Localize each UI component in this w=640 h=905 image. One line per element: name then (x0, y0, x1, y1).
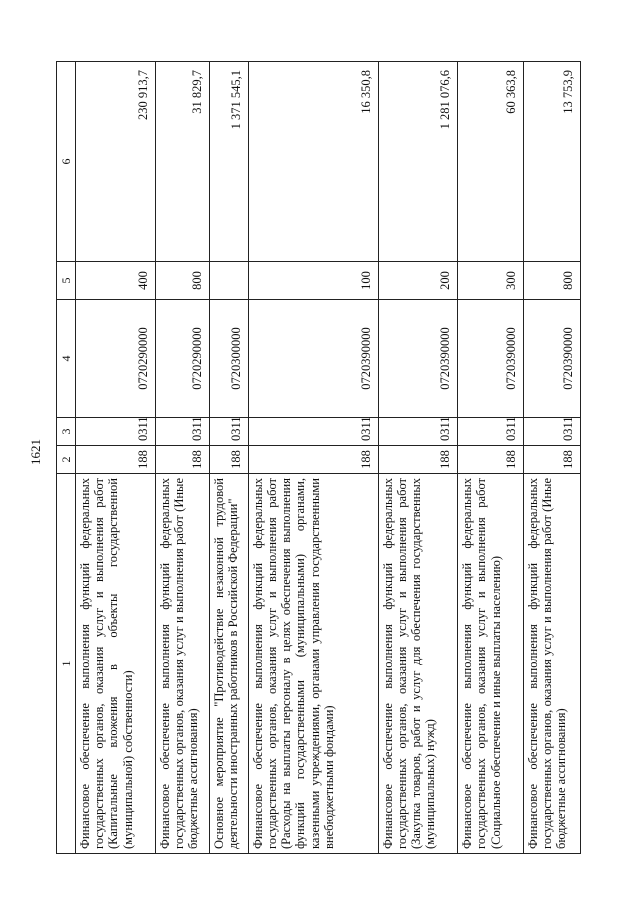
row-description: Финансовое обеспечение выполнения функций федеральных государственных органов, оказания услуг и выполнения работ (Иные бюджетные ассигнования) (155, 474, 210, 854)
column-header: 1 (57, 474, 76, 854)
row-expense-type (210, 262, 249, 300)
row-ministry-code: 188 (76, 446, 156, 474)
row-description: Финансовое обеспечение выполнения функций федеральных государственных органов, оказания услуг и выполнения работ (Социальное обеспечение и иные выплаты населению) (458, 474, 524, 854)
row-section-code: 0311 (378, 418, 458, 446)
row-ministry-code: 188 (155, 446, 210, 474)
row-target-code: 0720290000 (155, 300, 210, 418)
row-expense-type: 800 (524, 262, 581, 300)
column-header: 4 (57, 300, 76, 418)
row-amount: 230 913,7 (76, 62, 156, 262)
column-header: 2 (57, 446, 76, 474)
row-description: Финансовое обеспечение выполнения функций федеральных государственных органов, оказания услуг и выполнения работ (Закупка товаров, работ и услуг для обеспечения государственных (муниципальных) нужд) (378, 474, 458, 854)
row-amount: 16 350,8 (248, 62, 378, 262)
row-amount: 1 281 076,6 (378, 62, 458, 262)
row-description: Основное мероприятие "Противодействие незаконной трудовой деятельности иностранных работников в Российской Федерации" (210, 474, 249, 854)
row-target-code: 0720390000 (524, 300, 581, 418)
column-header: 6 (57, 62, 76, 262)
row-expense-type: 200 (378, 262, 458, 300)
row-section-code: 0311 (210, 418, 249, 446)
table-row (248, 62, 378, 854)
table-row (155, 62, 210, 854)
table-row (524, 62, 581, 854)
row-expense-type: 300 (458, 262, 524, 300)
row-description: Финансовое обеспечение выполнения функций федеральных государственных органов, оказания услуг и выполнения работ (Иные бюджетные ассигнования) (524, 474, 581, 854)
column-header: 3 (57, 418, 76, 446)
budget-table (56, 62, 581, 854)
row-target-code: 0720300000 (210, 300, 249, 418)
row-section-code: 0311 (155, 418, 210, 446)
header-row (57, 62, 76, 854)
row-target-code: 0720290000 (76, 300, 156, 418)
row-section-code: 0311 (524, 418, 581, 446)
row-amount: 31 829,7 (155, 62, 210, 262)
row-target-code: 0720390000 (248, 300, 378, 418)
row-description: Финансовое обеспечение выполнения функций федеральных государственных органов, оказания услуг и выполнения работ (Расходы на выплаты персоналу в целях обеспечения выполнения функций государственными (муниципальными) органами, казенными учреждениями, органами управления государственными внебюджетными фондами) (248, 474, 378, 854)
table-row (378, 62, 458, 854)
row-section-code: 0311 (248, 418, 378, 446)
table-row (210, 62, 249, 854)
row-ministry-code: 188 (378, 446, 458, 474)
row-amount: 13 753,9 (524, 62, 581, 262)
row-section-code: 0311 (76, 418, 156, 446)
row-amount: 1 371 545,1 (210, 62, 249, 262)
table-row (76, 62, 156, 854)
row-section-code: 0311 (458, 418, 524, 446)
row-description: Финансовое обеспечение выполнения функций федеральных государственных органов, оказания услуг и выполнения работ (Капитальные вложения в объекты государственной (муниципальной) собственности) (76, 474, 156, 854)
row-expense-type: 800 (155, 262, 210, 300)
row-amount: 60 363,8 (458, 62, 524, 262)
row-expense-type: 400 (76, 262, 156, 300)
row-target-code: 0720390000 (458, 300, 524, 418)
row-ministry-code: 188 (210, 446, 249, 474)
row-expense-type: 100 (248, 262, 378, 300)
column-header: 5 (57, 262, 76, 300)
page-number: 1621 (28, 439, 43, 465)
row-target-code: 0720390000 (378, 300, 458, 418)
table-row (458, 62, 524, 854)
row-ministry-code: 188 (248, 446, 378, 474)
row-ministry-code: 188 (524, 446, 581, 474)
row-ministry-code: 188 (458, 446, 524, 474)
budget-table-grid (56, 61, 581, 854)
